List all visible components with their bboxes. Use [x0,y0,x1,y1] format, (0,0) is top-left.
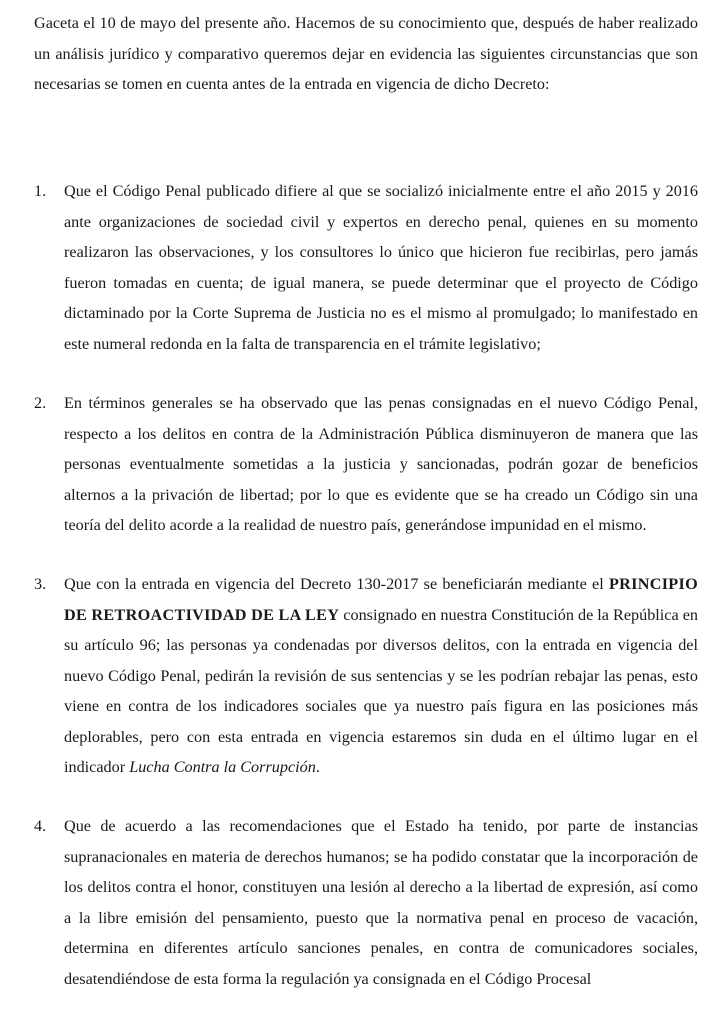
list-item-text-middle: consignado en nuestra Constitución de la República en su artículo 96; las personas ya condenadas por diversos delitos, con la entrada en vigencia del nuevo Código Penal, pedirán la revisión de sus sentencias y se les podrían rebajar las penas, esto viene en contra de los indicadores sociales que ya nuestro país figura en las posiciones más deplorables, pero con esta entrada en vigencia estaremos sin duda en el último lugar en el indicador [64,605,698,776]
principle-emphasis: PRINCIPIO DE RETROACTIVIDAD DE LA LEY [64,575,698,624]
list-item-number: 4. [34,817,47,835]
list-item-3 [34,569,698,783]
list-item-2 [34,388,698,541]
list-item-number: 1. [34,182,47,200]
list-item-text [64,569,698,783]
list-item-text: Que de acuerdo a las recomendaciones que el Estado ha tenido, por parte de instancias supranacionales en materia de derechos humanos; se ha podido constatar que la incorporación de los delitos contra el honor, constituyen una lesión al derecho a la libertad de expresión, así como a la libre emisión del pensamiento, puesto que la normativa penal en proceso de vacación, determina en diferentes artículo sanciones penales, en contra de comunicadores sociales, desatendiéndose de esta forma la regulación ya consignada en el Código Procesal [64,817,698,988]
list-item-text: En términos generales se ha observado que las penas consignadas en el nuevo Código Penal, respecto a los delitos en contra de la Administración Pública disminuyeron de manera que las personas eventualmente sometidas a la justicia y sancionadas, podrán gozar de beneficios alternos a la privación de libertad; por lo que es evidente que se ha creado un Código sin una teoría del delito acorde a la realidad de nuestro país, generándose impunidad en el mismo. [64,394,698,534]
list-item-number: 3. [34,575,47,593]
list-item-text: Que el Código Penal publicado difiere al que se socializó inicialmente entre el año 2015 y 2016 ante organizaciones de sociedad civil y expertos en derecho penal, quienes en su momento realizaron las observaciones, y los consultores lo único que hicieron fue recibirlas, pero jamás fueron tomadas en cuenta; de igual manera, se puede determinar que el proyecto de Código dictaminado por la Corte Suprema de Justicia no es el mismo al promulgado; lo manifestado en este numeral redonda en la falta de transparencia en el trámite legislativo; [64,182,698,353]
list-item-4 [34,811,698,994]
intro-paragraph: Gaceta el 10 de mayo del presente año. Hacemos de su conocimiento que, después de haber realizado un análisis jurídico y comparativo queremos dejar en evidencia las siguientes circunstancias que son necesarias se tomen en cuenta antes de la entrada en vigencia de dicho Decreto: [34,14,698,93]
indicator-name: Lucha Contra la Corrupción [129,758,316,776]
list-item-text-before: Que con la entrada en vigencia del Decreto 130-2017 se beneficiarán mediante el [64,575,609,593]
list-item-text-after: . [315,758,320,776]
list-item-1 [34,176,698,359]
list-item-number: 2. [34,394,47,412]
